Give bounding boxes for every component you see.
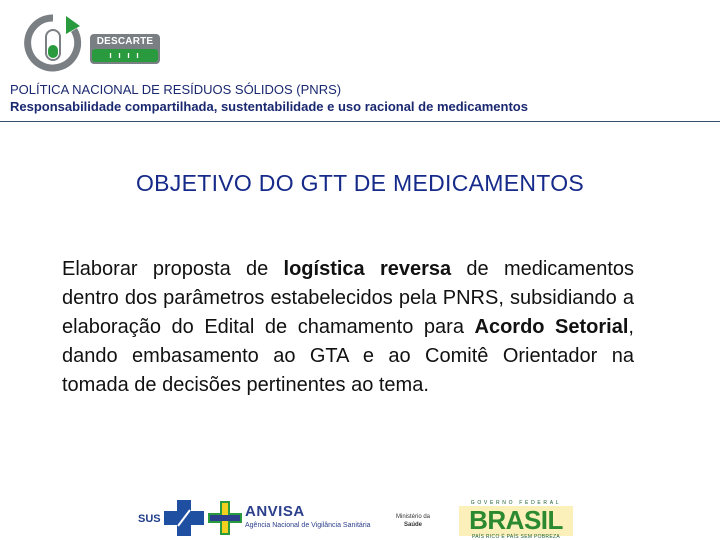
body-segment: de medicamentos dentro dos parâmetros estabelecidos pela PNRS, subsidiando a elaboração do Edital de chamamento para — [62, 258, 635, 338]
header-subtitle: Responsabilidade compartilhada, sustentabilidade e uso racional de medicamentos — [10, 99, 528, 114]
anvisa-subtitle: Agência Nacional de Vigilância Sanitária — [245, 522, 371, 529]
descarte-logo — [22, 12, 172, 74]
anvisa-name: ANVISA — [245, 503, 305, 520]
body-segment: Elaborar proposta de — [62, 258, 284, 280]
body-segment: , dando embasamento ao GTA e ao Comitê Orientador na tomada de decisões pertinentes ao tema. — [62, 316, 634, 396]
sus-cross-icon — [164, 500, 204, 536]
ministerio-line1: Ministério da — [395, 514, 430, 520]
header — [10, 81, 710, 115]
recycle-pill-icon — [22, 12, 84, 74]
ministerio-saude — [392, 513, 434, 529]
body-emphasis-logistica: logística reversa — [283, 258, 452, 280]
header-title: POLÍTICA NACIONAL DE RESÍDUOS SÓLIDOS (PNRS) — [10, 82, 342, 97]
footer-logos — [130, 495, 580, 540]
governo-federal-label: GOVERNO FEDERAL — [470, 500, 562, 506]
anvisa-logo-icon — [208, 501, 242, 535]
logo-wordmark: DESCARTE — [96, 36, 154, 47]
body-emphasis-acordo: Acordo Setorial — [474, 316, 629, 338]
body-paragraph — [62, 255, 634, 400]
header-divider — [0, 121, 720, 122]
ministerio-line2: Saúde — [403, 522, 422, 528]
brasil-tagline: PAÍS RICO É PAÍS SEM POBREZA — [472, 534, 560, 540]
brasil-wordmark: BRASIL — [469, 505, 563, 535]
slide-title: OBJETIVO DO GTT DE MEDICAMENTOS — [135, 170, 585, 196]
logo-submark: ı ı ı ı — [109, 50, 141, 60]
sus-logo-text: SUS — [138, 513, 161, 525]
